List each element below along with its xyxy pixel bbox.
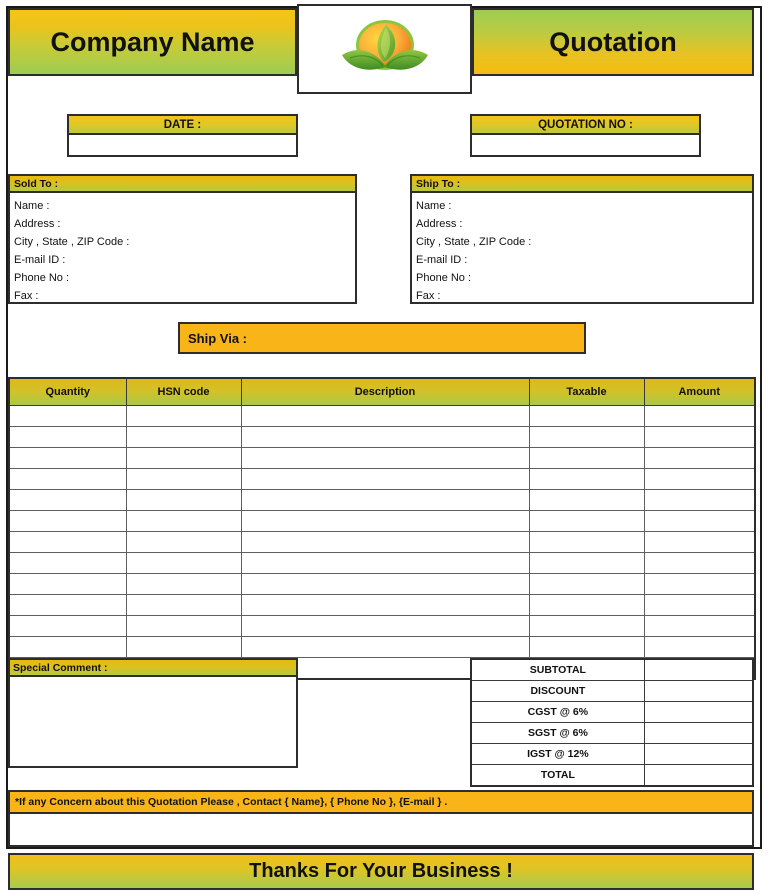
line-item-cell-amount[interactable] (644, 490, 755, 511)
sold-to-phone[interactable]: Phone No : (14, 272, 70, 284)
line-item-row[interactable] (9, 406, 755, 427)
col-header-quantity: Quantity (9, 378, 126, 406)
quotation-no-label: QUOTATION NO : (470, 114, 701, 135)
sun-leaf-logo-icon (330, 15, 440, 83)
line-item-cell-hsn-code[interactable] (126, 490, 241, 511)
col-header-hsn-code: HSN code (126, 378, 241, 406)
line-item-row[interactable] (9, 532, 755, 553)
line-item-cell-taxable[interactable] (529, 637, 644, 658)
line-item-cell-hsn-code[interactable] (126, 574, 241, 595)
line-item-cell-amount[interactable] (644, 511, 755, 532)
totals-row (471, 659, 753, 681)
line-item-cell-description[interactable] (241, 490, 529, 511)
ship-to-email[interactable]: E-mail ID : (416, 254, 468, 266)
special-comment-heading: Special Comment : (10, 660, 296, 677)
line-item-cell-hsn-code[interactable] (126, 406, 241, 427)
totals-value-igst-12[interactable] (644, 744, 753, 765)
line-item-cell-description[interactable] (241, 406, 529, 427)
totals-label-igst-12: IGST @ 12% (471, 744, 644, 765)
totals-label-subtotal: SUBTOTAL (471, 659, 644, 681)
line-item-row[interactable] (9, 616, 755, 637)
line-item-cell-hsn-code[interactable] (126, 511, 241, 532)
line-item-row[interactable] (9, 553, 755, 574)
document-title-text: Quotation (549, 26, 677, 57)
line-item-cell-taxable[interactable] (529, 490, 644, 511)
line-item-cell-description[interactable] (241, 574, 529, 595)
line-item-cell-taxable[interactable] (529, 616, 644, 637)
ship-to-box (410, 174, 754, 304)
line-items-body (9, 406, 755, 680)
sold-to-name[interactable]: Name : (14, 200, 50, 212)
date-label: DATE : (67, 114, 298, 135)
line-item-cell-taxable[interactable] (529, 595, 644, 616)
line-item-cell-taxable[interactable] (529, 553, 644, 574)
line-item-cell-quantity[interactable] (9, 511, 126, 532)
line-item-cell-amount[interactable] (644, 427, 755, 448)
line-item-cell-hsn-code[interactable] (126, 553, 241, 574)
line-item-cell-quantity[interactable] (9, 490, 126, 511)
line-item-cell-hsn-code[interactable] (126, 448, 241, 469)
line-item-cell-taxable[interactable] (529, 427, 644, 448)
line-item-cell-hsn-code[interactable] (126, 469, 241, 490)
sold-to-city[interactable]: City , State , ZIP Code : (14, 236, 130, 248)
company-name-text: Company Name (50, 26, 255, 57)
totals-body (471, 659, 753, 786)
line-item-cell-description[interactable] (241, 637, 529, 658)
line-item-cell-amount[interactable] (644, 448, 755, 469)
ship-to-fields[interactable] (412, 193, 752, 305)
totals-value-cgst-6[interactable] (644, 702, 753, 723)
line-item-row[interactable] (9, 511, 755, 532)
line-item-cell-description[interactable] (241, 427, 529, 448)
totals-row (471, 765, 753, 787)
ship-to-city[interactable]: City , State , ZIP Code : (416, 236, 532, 248)
line-item-cell-amount[interactable] (644, 553, 755, 574)
totals-value-sgst-6[interactable] (644, 723, 753, 744)
line-item-row[interactable] (9, 469, 755, 490)
line-item-row[interactable] (9, 490, 755, 511)
line-item-cell-description[interactable] (241, 616, 529, 637)
line-item-row[interactable] (9, 595, 755, 616)
line-item-cell-hsn-code[interactable] (126, 532, 241, 553)
line-item-cell-hsn-code[interactable] (126, 595, 241, 616)
line-item-cell-taxable[interactable] (529, 532, 644, 553)
ship-via-field[interactable] (178, 322, 586, 354)
sold-to-email[interactable]: E-mail ID : (14, 254, 66, 266)
ship-to-heading: Ship To : (412, 176, 752, 193)
line-items-table (8, 377, 756, 680)
line-item-cell-quantity[interactable] (9, 448, 126, 469)
line-item-cell-description[interactable] (241, 553, 529, 574)
line-item-cell-taxable[interactable] (529, 448, 644, 469)
line-item-cell-amount[interactable] (644, 616, 755, 637)
col-header-taxable: Taxable (529, 378, 644, 406)
totals-row (471, 681, 753, 702)
line-item-cell-amount[interactable] (644, 574, 755, 595)
line-item-cell-description[interactable] (241, 511, 529, 532)
line-item-cell-quantity[interactable] (9, 406, 126, 427)
ship-to-phone[interactable]: Phone No : (416, 272, 472, 284)
totals-label-sgst-6: SGST @ 6% (471, 723, 644, 744)
thanks-text: Thanks For Your Business ! (249, 860, 513, 882)
line-item-cell-description[interactable] (241, 595, 529, 616)
totals-value-total[interactable] (644, 765, 753, 787)
line-item-cell-quantity[interactable] (9, 532, 126, 553)
signature-area[interactable] (8, 814, 754, 847)
company-name-banner[interactable] (8, 8, 297, 76)
concern-note-text: *If any Concern about this Quotation Please , Contact { Name}, { Phone No }, {E-mail } . (15, 796, 448, 808)
line-item-cell-quantity[interactable] (9, 469, 126, 490)
line-item-cell-quantity[interactable] (9, 637, 126, 658)
sold-to-fields[interactable] (10, 193, 355, 305)
totals-row (471, 723, 753, 744)
date-input[interactable] (67, 135, 298, 157)
ship-to-name[interactable]: Name : (416, 200, 452, 212)
line-item-cell-hsn-code[interactable] (126, 616, 241, 637)
line-item-cell-taxable[interactable] (529, 469, 644, 490)
line-item-row[interactable] (9, 637, 755, 658)
sold-to-heading: Sold To : (10, 176, 355, 193)
totals-label-discount: DISCOUNT (471, 681, 644, 702)
sold-to-fax[interactable]: Fax : (14, 290, 39, 302)
line-item-row[interactable] (9, 448, 755, 469)
quotation-no-input[interactable] (470, 135, 701, 157)
date-field-block (67, 114, 298, 157)
line-items-header-row (9, 378, 755, 406)
line-item-cell-quantity[interactable] (9, 553, 126, 574)
line-item-cell-description[interactable] (241, 448, 529, 469)
line-item-cell-quantity[interactable] (9, 595, 126, 616)
line-item-cell-hsn-code[interactable] (126, 637, 241, 658)
line-item-cell-amount[interactable] (644, 406, 755, 427)
line-item-row[interactable] (9, 427, 755, 448)
line-item-cell-taxable[interactable] (529, 406, 644, 427)
ship-to-address[interactable]: Address : (416, 218, 463, 230)
totals-row (471, 702, 753, 723)
totals-row (471, 744, 753, 765)
sold-to-box (8, 174, 357, 304)
totals-label-total: TOTAL (471, 765, 644, 787)
line-item-cell-quantity[interactable] (9, 574, 126, 595)
sold-to-address[interactable]: Address : (14, 218, 61, 230)
line-item-cell-taxable[interactable] (529, 511, 644, 532)
ship-to-fax[interactable]: Fax : (416, 290, 441, 302)
line-item-cell-amount[interactable] (644, 532, 755, 553)
line-item-cell-taxable[interactable] (529, 574, 644, 595)
document-title-banner (472, 8, 754, 76)
line-item-cell-description[interactable] (241, 469, 529, 490)
totals-value-discount[interactable] (644, 681, 753, 702)
col-header-description: Description (241, 378, 529, 406)
col-header-amount: Amount (644, 378, 755, 406)
line-item-cell-quantity[interactable] (9, 616, 126, 637)
totals-value-subtotal[interactable] (644, 659, 753, 681)
line-item-cell-amount[interactable] (644, 637, 755, 658)
totals-label-cgst-6: CGST @ 6% (471, 702, 644, 723)
company-logo-box[interactable] (297, 4, 472, 94)
line-item-cell-hsn-code[interactable] (126, 427, 241, 448)
line-item-cell-amount[interactable] (644, 469, 755, 490)
line-item-row[interactable] (9, 574, 755, 595)
line-item-cell-description[interactable] (241, 532, 529, 553)
line-item-cell-quantity[interactable] (9, 427, 126, 448)
ship-via-label: Ship Via : (188, 330, 247, 346)
special-comment-box (8, 658, 298, 768)
concern-note-bar (8, 790, 754, 814)
totals-table (470, 658, 754, 787)
line-item-cell-amount[interactable] (644, 595, 755, 616)
thanks-banner (8, 853, 754, 890)
quotation-no-field-block (470, 114, 701, 157)
